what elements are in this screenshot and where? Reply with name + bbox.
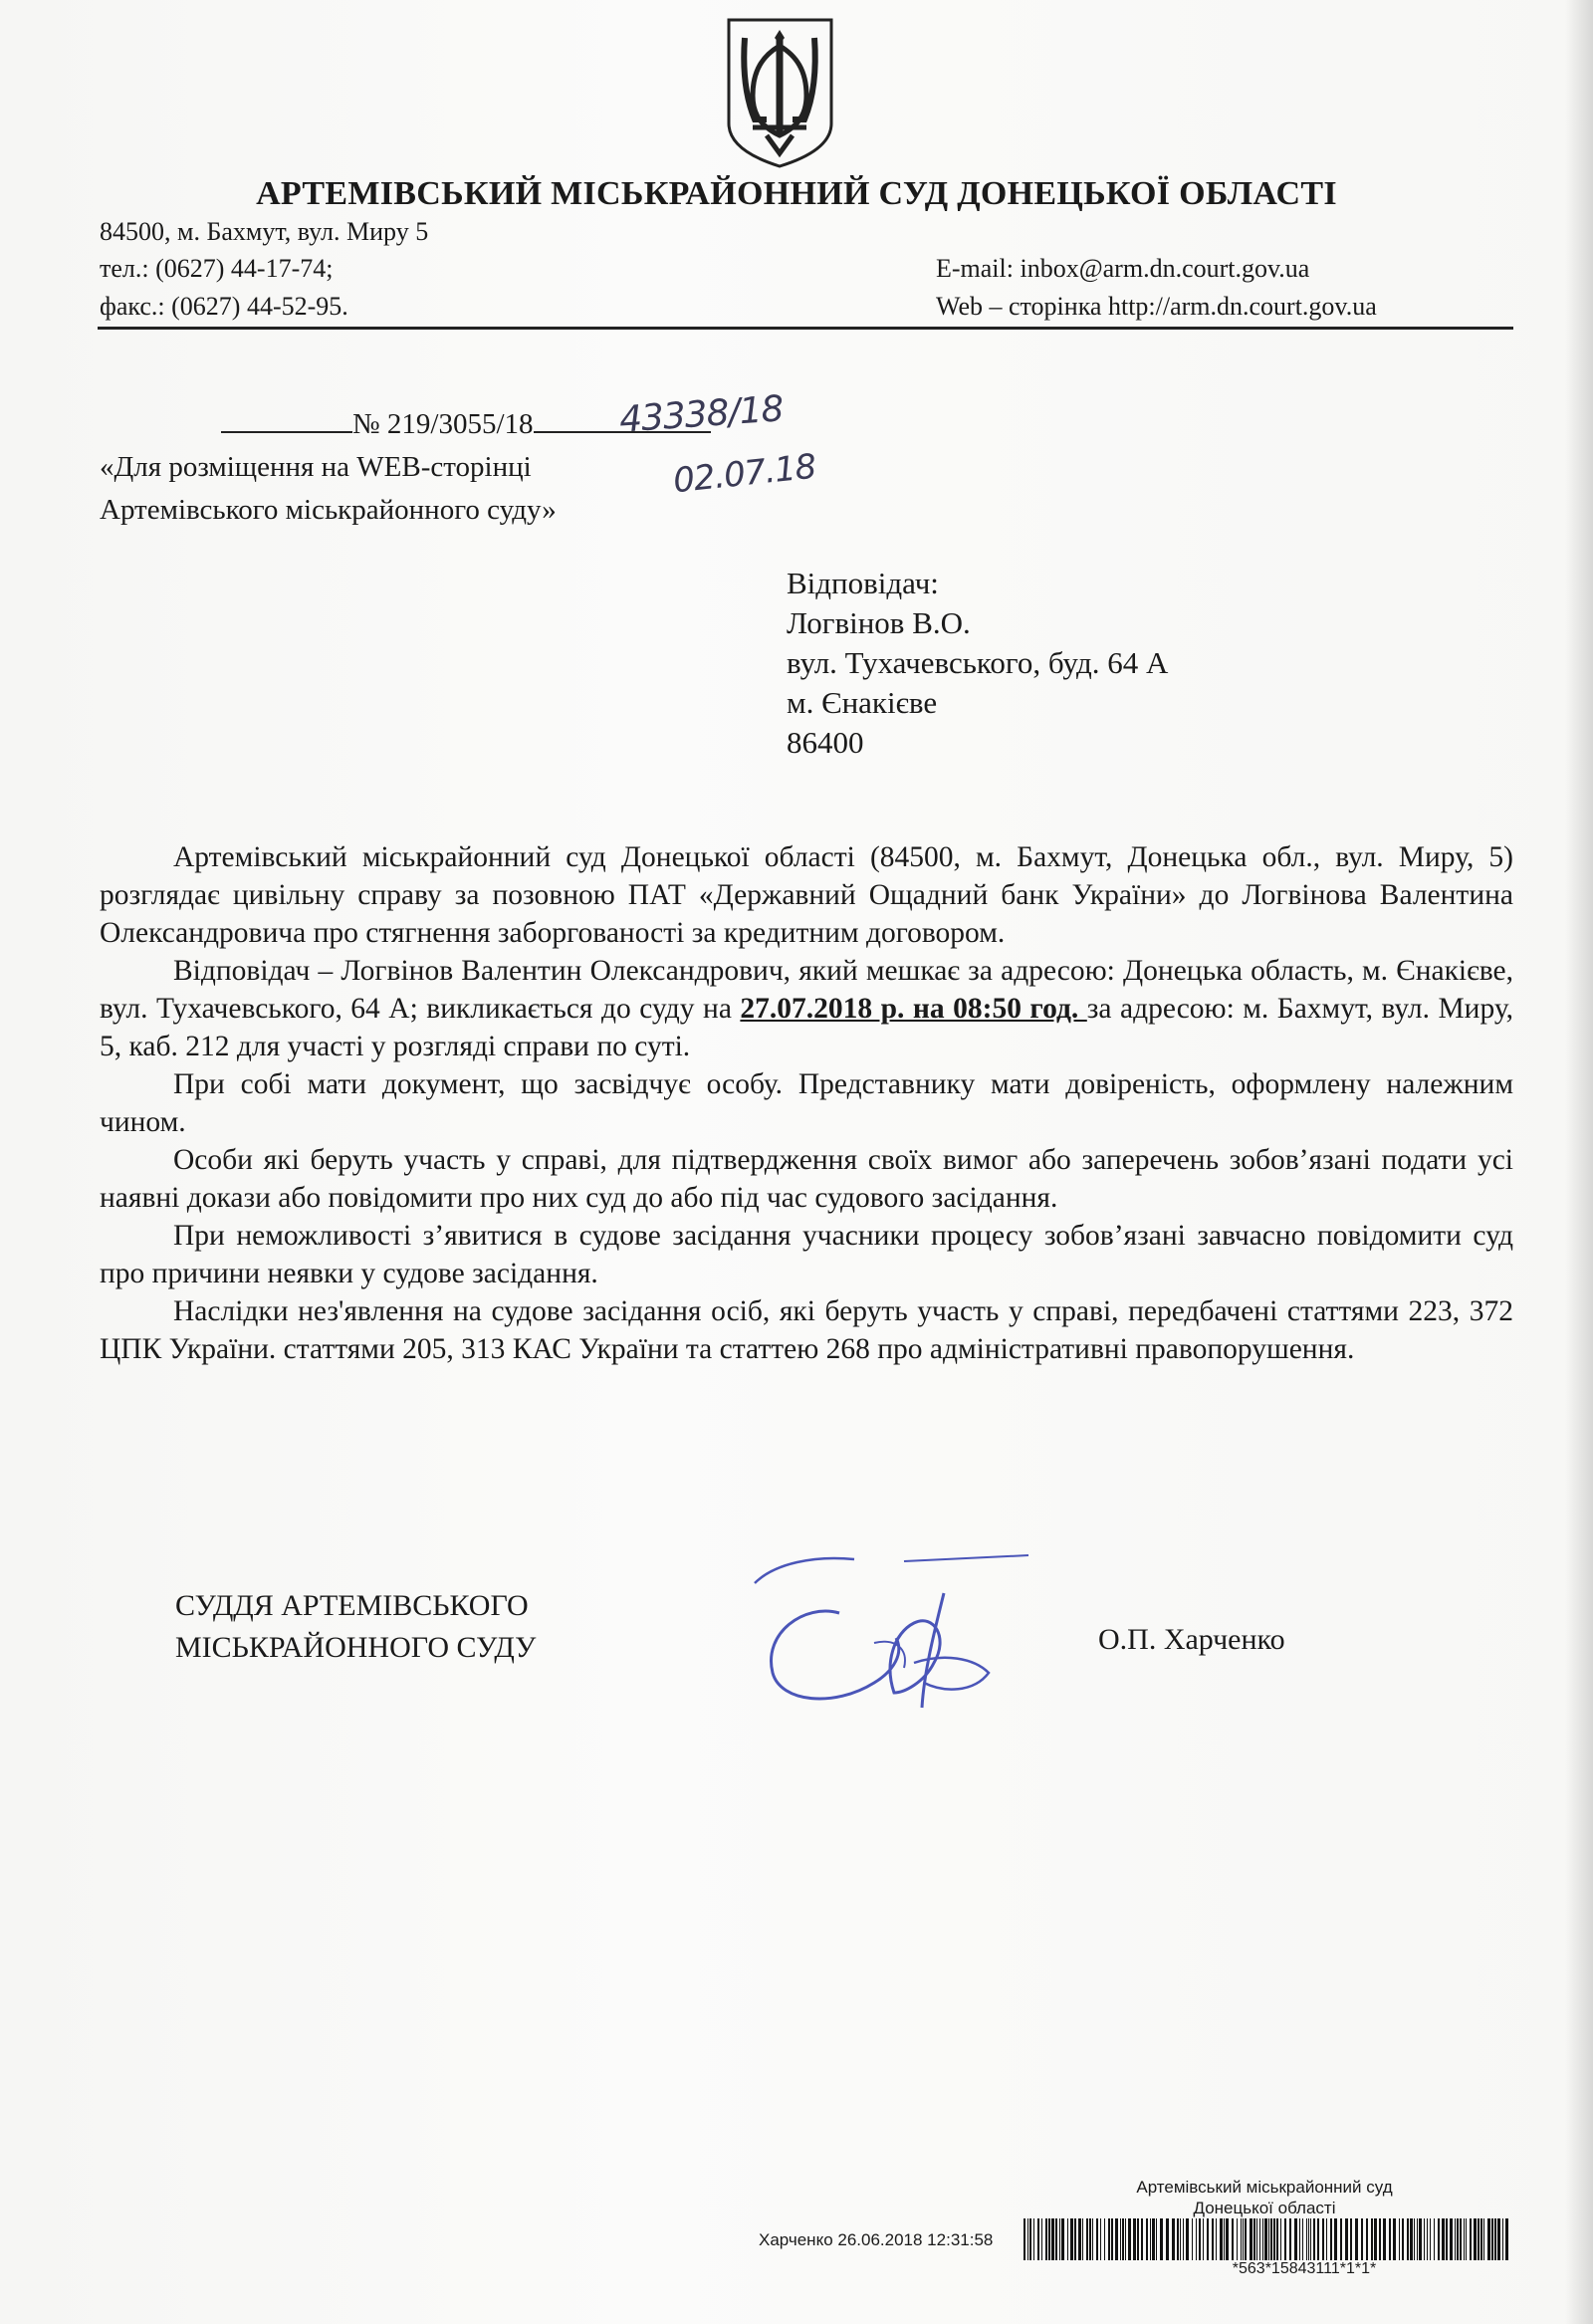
barcode-bar [1207, 2218, 1209, 2260]
barcode-bar [1457, 2218, 1459, 2260]
handwritten-signature [745, 1543, 1043, 1723]
barcode-bar [1455, 2218, 1456, 2260]
barcode-bar [1180, 2218, 1181, 2260]
barcode-bar [1308, 2218, 1309, 2260]
barcode-bar [1177, 2218, 1179, 2260]
court-address: 84500, м. Бахмут, вул. Миру 5 [100, 217, 429, 246]
barcode-bar [1150, 2218, 1151, 2260]
barcode-bar [1464, 2218, 1465, 2260]
barcode-bar [1186, 2218, 1189, 2260]
barcode-bar [1089, 2218, 1091, 2260]
judge-name: О.П. Харченко [1098, 1623, 1285, 1656]
handwritten-registration-date: 02.07.18 [671, 446, 818, 502]
barcode-bar [1430, 2218, 1431, 2260]
court-fax: факс.: (0627) 44-52-95. [100, 292, 348, 321]
court-email: E-mail: inbox@arm.dn.court.gov.ua [936, 254, 1310, 283]
barcode-bar [1334, 2218, 1337, 2260]
body-paragraph: При собі мати документ, що засвідчує особу. Представнику мати довіреність, оформлену належним чином. [100, 1068, 1513, 1138]
barcode-bar [1253, 2218, 1255, 2260]
web-note-line: «Для розміщення на WEB-сторінці [100, 451, 532, 483]
barcode-bar [1478, 2218, 1479, 2260]
summons-body [100, 838, 1513, 1368]
barcode-bar [1172, 2218, 1175, 2260]
addressee-city: м. Єнакієве [787, 685, 938, 720]
barcode-bar [1502, 2218, 1503, 2260]
barcode-bar [1494, 2218, 1496, 2260]
barcode-bar [1460, 2218, 1462, 2260]
barcode-bar [1092, 2218, 1093, 2260]
court-name-heading: АРТЕМІВСЬКИЙ МІСЬКРАЙОННИЙ СУД ДОНЕЦЬКОЇ ОБЛАСТІ [256, 175, 1337, 212]
barcode-bar [1480, 2218, 1482, 2260]
barcode-bar [1250, 2218, 1252, 2260]
barcode-bar [1111, 2218, 1113, 2260]
header-divider [98, 327, 1513, 330]
barcode-bar [1466, 2218, 1467, 2260]
barcode-bar [1096, 2218, 1098, 2260]
barcode-bar [1086, 2218, 1088, 2260]
barcode-bar [1216, 2218, 1217, 2260]
barcode-bar [1322, 2218, 1324, 2260]
barcode-bar [1074, 2218, 1076, 2260]
barcode-bar [1483, 2218, 1484, 2260]
hearing-text-before: Відповідач – Логвінов Валентин Олександрович, який мешкає за адресою: Донецька область, м. Єнакієве, вул. Тухачевського, 64 А; викликається до суду на [100, 955, 1513, 1025]
barcode-bar [1424, 2218, 1425, 2260]
barcode-bar [1108, 2218, 1110, 2260]
barcode-bar [1487, 2218, 1490, 2260]
barcode-bar [1470, 2218, 1472, 2260]
barcode-bar [1133, 2218, 1136, 2260]
barcode-text: *563*15843111*1*1* [1232, 2260, 1377, 2277]
addressee-role: Відповідач: [787, 566, 939, 600]
barcode-bar [1137, 2218, 1139, 2260]
barcode-bar [1122, 2218, 1124, 2260]
barcode-bar [1355, 2218, 1358, 2260]
barcode-bar [1125, 2218, 1126, 2260]
barcode-bar [1199, 2218, 1201, 2260]
barcode-bar [1497, 2218, 1500, 2260]
barcode-bar [1306, 2218, 1307, 2260]
barcode-bar [1446, 2218, 1448, 2260]
barcode-bar [1371, 2218, 1373, 2260]
barcode-bar [1379, 2218, 1381, 2260]
barcode-bar [1284, 2218, 1286, 2260]
barcode-bar [1045, 2218, 1047, 2260]
barcode-bar [1224, 2218, 1225, 2260]
scan-edge-shadow [1565, 0, 1593, 2324]
barcode-bar [1417, 2218, 1418, 2260]
barcode-bar [1115, 2218, 1118, 2260]
barcode-bar [1259, 2218, 1260, 2260]
barcode-bar [1310, 2218, 1311, 2260]
barcode-bar [1100, 2218, 1101, 2260]
barcode-bar [1262, 2218, 1263, 2260]
hearing-date-time: 27.07.2018 р. на 08:50 год. [740, 993, 1087, 1025]
addressee-block [787, 564, 1168, 763]
barcode-bar [1037, 2218, 1039, 2260]
barcode-bar [1434, 2218, 1435, 2260]
barcode-bar [1294, 2218, 1297, 2260]
barcode-bar [1474, 2218, 1477, 2260]
barcode-bar [1067, 2218, 1068, 2260]
barcode-bar [1212, 2218, 1214, 2260]
addressee-postcode: 86400 [787, 725, 864, 760]
barcode-bar [1048, 2218, 1050, 2260]
barcode-bar [1160, 2218, 1163, 2260]
barcode-bar [1196, 2218, 1197, 2260]
body-paragraph: Наслідки нез'явлення на судове засідання осіб, які беруть участь у справі, передбачені статтями 223, 372 ЦПК України. статтями 205, 313 КАС України та статтею 268 про адміністративні правопорушення. [100, 1295, 1513, 1365]
barcode-bar [1366, 2218, 1368, 2260]
barcode-bar [1313, 2218, 1315, 2260]
barcode-bar [1268, 2218, 1269, 2260]
barcode-bar [1330, 2218, 1332, 2260]
barcode-bar [1078, 2218, 1081, 2260]
court-website: Web – сторінка http://arm.dn.court.gov.ua [936, 292, 1377, 321]
barcode-bar [1289, 2218, 1291, 2260]
body-paragraph: Особи які беруть участь у справі, для підтвердження своїх вимог або заперечень зобов’язані подати усі наявні докази або повідомити про них суд до або під час судового засідання. [100, 1144, 1513, 1214]
coat-of-arms-icon [723, 16, 837, 170]
judge-title-line: СУДДЯ АРТЕМІВСЬКОГО [175, 1589, 529, 1622]
body-paragraph: При неможливості з’явитися в судове засідання учасники процесу зобов’язані завчасно повідомити суд про причини неявки у судове засідання. [100, 1220, 1513, 1289]
barcode-bar [1340, 2218, 1342, 2260]
barcode-bar [1505, 2218, 1508, 2260]
barcode-bar [1317, 2218, 1319, 2260]
handwritten-registration-number: 43338/18 [617, 388, 785, 441]
barcode-bar [1374, 2218, 1377, 2260]
barcode-bar [1029, 2218, 1031, 2260]
barcode-bar [1419, 2218, 1422, 2260]
web-publication-note [100, 446, 557, 532]
barcode [1024, 2218, 1511, 2260]
body-paragraph-hearing [100, 952, 1513, 1065]
reference-blank-left [221, 430, 352, 433]
web-note-line: Артемівського міськрайонного суду» [100, 494, 557, 526]
barcode-bar [1410, 2218, 1413, 2260]
hearing-text-after: за адресою: м. Бахмут, вул. Миру, 5, каб. 212 для участі у розгляді справи по суті. [100, 993, 1514, 1062]
stamp-court-line: Донецької області [1193, 2199, 1336, 2217]
barcode-bar [1156, 2218, 1157, 2260]
barcode-bar [1203, 2218, 1204, 2260]
barcode-bar [1192, 2218, 1193, 2260]
barcode-bar [1033, 2218, 1034, 2260]
case-number: № 219/3055/18 [352, 408, 534, 440]
barcode-bar [1070, 2218, 1073, 2260]
barcode-bar [1264, 2218, 1267, 2260]
barcode-bar [1226, 2218, 1229, 2260]
barcode-bar [1450, 2218, 1453, 2260]
judge-title-line: МІСЬКРАЙОННОГО СУДУ [175, 1631, 537, 1664]
barcode-bar [1245, 2218, 1247, 2260]
barcode-bar [1276, 2218, 1278, 2260]
barcode-bar [1438, 2218, 1440, 2260]
barcode-bar [1302, 2218, 1303, 2260]
barcode-bar [1350, 2218, 1352, 2260]
court-phone: тел.: (0627) 44-17-74; [100, 254, 334, 283]
barcode-bar [1299, 2218, 1300, 2260]
barcode-bar [1041, 2218, 1042, 2260]
stamp-signed-by: Харченко 26.06.2018 12:31:58 [759, 2230, 994, 2249]
barcode-bar [1220, 2218, 1223, 2260]
barcode-bar [1280, 2218, 1281, 2260]
barcode-bar [1152, 2218, 1155, 2260]
barcode-bar [1361, 2218, 1363, 2260]
barcode-bar [1237, 2218, 1238, 2260]
barcode-bar [1241, 2218, 1242, 2260]
barcode-bar [1427, 2218, 1428, 2260]
barcode-bar [1256, 2218, 1257, 2260]
addressee-name: Логвінов В.О. [787, 605, 971, 640]
barcode-bar [1407, 2218, 1409, 2260]
barcode-bar [1166, 2218, 1169, 2260]
barcode-bar [1393, 2218, 1396, 2260]
barcode-bar [1141, 2218, 1143, 2260]
barcode-bar [1027, 2218, 1028, 2260]
barcode-bar [1183, 2218, 1184, 2260]
barcode-bar [1491, 2218, 1493, 2260]
barcode-bar [1051, 2218, 1054, 2260]
barcode-bar [1059, 2218, 1060, 2260]
barcode-bar [1082, 2218, 1083, 2260]
judge-title [175, 1585, 536, 1669]
barcode-bar [1024, 2218, 1025, 2260]
e-signature-stamp [1006, 2177, 1523, 2218]
barcode-bar [1345, 2218, 1348, 2260]
body-paragraph: Артемівський міськрайонний суд Донецької області (84500, м. Бахмут, Донецька обл., вул. Миру, 5) розглядає цивільну справу за позовною ПАТ «Державний Ощадний банк України» до Логвінова Валентина Олександровича про стягнення заборгованості за кредитним договором. [100, 841, 1513, 949]
barcode-bar [1128, 2218, 1131, 2260]
barcode-bar [1402, 2218, 1404, 2260]
barcode-bar [1120, 2218, 1121, 2260]
barcode-bar [1389, 2218, 1391, 2260]
stamp-court-line: Артемівський міськрайонний суд [1136, 2178, 1393, 2197]
barcode-bar [1232, 2218, 1234, 2260]
barcode-bar [1326, 2218, 1327, 2260]
barcode-bar [1383, 2218, 1386, 2260]
addressee-street: вул. Тухачевського, буд. 64 А [787, 645, 1169, 680]
barcode-bar [1399, 2218, 1400, 2260]
barcode-bar [1442, 2218, 1445, 2260]
barcode-bar [1146, 2218, 1148, 2260]
barcode-bar [1055, 2218, 1057, 2260]
barcode-bar [1273, 2218, 1275, 2260]
barcode-bar [1270, 2218, 1272, 2260]
barcode-bar [1061, 2218, 1064, 2260]
barcode-bar [1243, 2218, 1244, 2260]
barcode-bar [1414, 2218, 1415, 2260]
barcode-bar [1104, 2218, 1105, 2260]
